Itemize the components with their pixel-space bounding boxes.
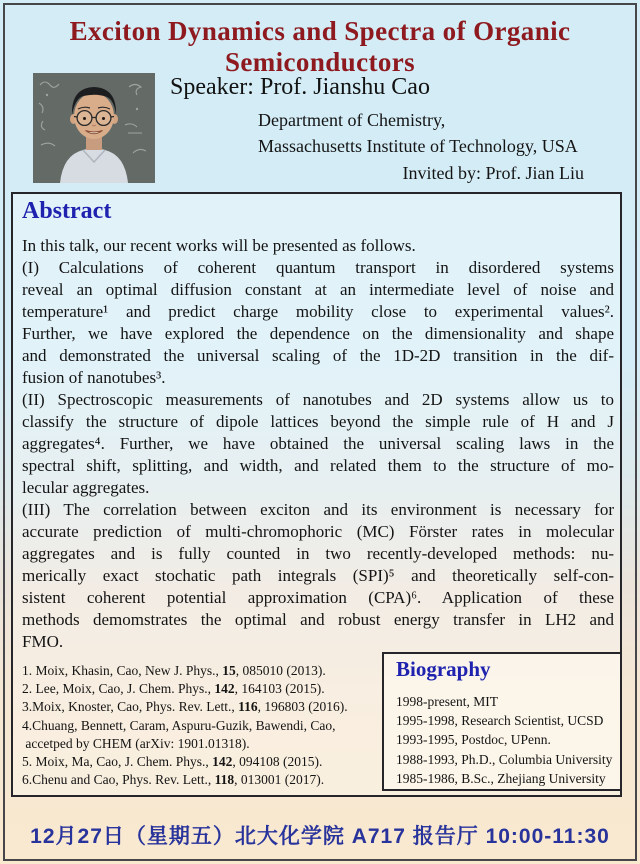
biography-item: 1995-1998, Research Scientist, UCSD xyxy=(396,713,604,729)
abstract-text xyxy=(22,235,614,653)
abstract-line: accurate prediction of multi-chromophoric (MC) Förster rates in molecular xyxy=(22,522,614,541)
abstract-line: methods demomstrates the optimal and robust energy transfer in LH2 and xyxy=(22,610,614,629)
speaker-photo-illustration xyxy=(33,73,155,183)
abstract-line: and demonstrated the universal scaling of the 1D-2D transition in the dif- xyxy=(22,346,614,365)
abstract-line: FMO. xyxy=(22,632,64,651)
reference-item: 5. Moix, Ma, Cao, J. Chem. Phys., 142, 094108 (2015). xyxy=(22,754,323,770)
abstract-line: (I) Calculations of coherent quantum transport in disordered systems xyxy=(22,258,614,277)
biography-box xyxy=(382,652,622,791)
speaker-affiliation-department: Department of Chemistry, xyxy=(258,110,446,130)
abstract-line: classify the structure of dipole lattices beyond the simple rule of H and J xyxy=(22,412,614,431)
abstract-line: In this talk, our recent works will be presented as follows. xyxy=(22,236,416,255)
abstract-line: merically exact stochatic path integrals (SPI)⁵ and theoretically self-con- xyxy=(22,566,614,585)
reference-item: 2. Lee, Moix, Cao, J. Chem. Phys., 142, 164103 (2015). xyxy=(22,681,325,697)
biography-heading: Biography xyxy=(396,657,491,681)
biography-item: 1993-1995, Postdoc, UPenn. xyxy=(396,732,551,748)
biography-item: 1988-1993, Ph.D., Columbia University xyxy=(396,751,613,767)
invited-by-line: Invited by: Prof. Jian Liu xyxy=(402,163,584,183)
abstract-line: reveal an optimal diffusion constant at an intermediate level of noise and xyxy=(22,280,614,299)
abstract-line: (III) The correlation between exciton and its environment is necessary for xyxy=(22,500,614,519)
speaker-affiliation-institute: Massachusetts Institute of Technology, USA xyxy=(258,136,578,156)
speaker-name-line: Speaker: Prof. Jianshu Cao xyxy=(170,74,430,100)
reference-item: 3.Moix, Knoster, Cao, Phys. Rev. Lett., 116, 196803 (2016). xyxy=(22,699,348,715)
speaker-photo xyxy=(33,73,155,183)
reference-item: 1. Moix, Khasin, Cao, New J. Phys., 15, 085010 (2013). xyxy=(22,663,326,678)
biography-item: 1998-present, MIT xyxy=(396,694,498,709)
reference-item: accetped by CHEM (arXiv: 1901.01318). xyxy=(22,735,250,751)
abstract-line: fusion of nanotubes³. xyxy=(22,368,166,387)
abstract-heading: Abstract xyxy=(22,198,112,224)
abstract-line: aggregates⁴. Further, we have obtained the universal scaling laws in the xyxy=(22,434,614,453)
abstract-line: sistent coherent potential approximation (CPA)⁶. Application of these xyxy=(22,588,614,607)
venue-date-time-line: 12月27日（星期五）北大化学院 A717 报告厅 10:00-11:30 xyxy=(30,825,610,848)
reference-item: 4.Chuang, Bennett, Caram, Aspuru-Guzik, Bawendi, Cao, xyxy=(22,717,336,733)
biography-item: 1985-1986, B.Sc., Zhejiang University xyxy=(396,770,606,786)
abstract-box xyxy=(11,192,622,797)
reference-item: 6.Chenu and Cao, Phys. Rev. Lett., 118, 013001 (2017). xyxy=(22,772,325,788)
abstract-line: Further, we have explored the dependence on the dimensionality and shape xyxy=(22,324,614,343)
abstract-line: lecular aggregates. xyxy=(22,478,150,497)
abstract-line: aggregates and is fully counted in two recently-developed methods: nu- xyxy=(22,544,614,563)
abstract-line: spectral shift, splitting, and width, and related them to the structure of mo- xyxy=(22,456,614,475)
biography-list xyxy=(396,692,616,788)
abstract-line: temperature¹ and predict charge mobility close to experimental values². xyxy=(22,302,614,321)
abstract-line: (II) Spectroscopic measurements of nanotubes and 2D systems allow us to xyxy=(22,390,614,409)
references-list xyxy=(22,662,348,789)
poster-title: Exciton Dynamics and Spectra of Organic Semiconductors xyxy=(69,16,571,77)
